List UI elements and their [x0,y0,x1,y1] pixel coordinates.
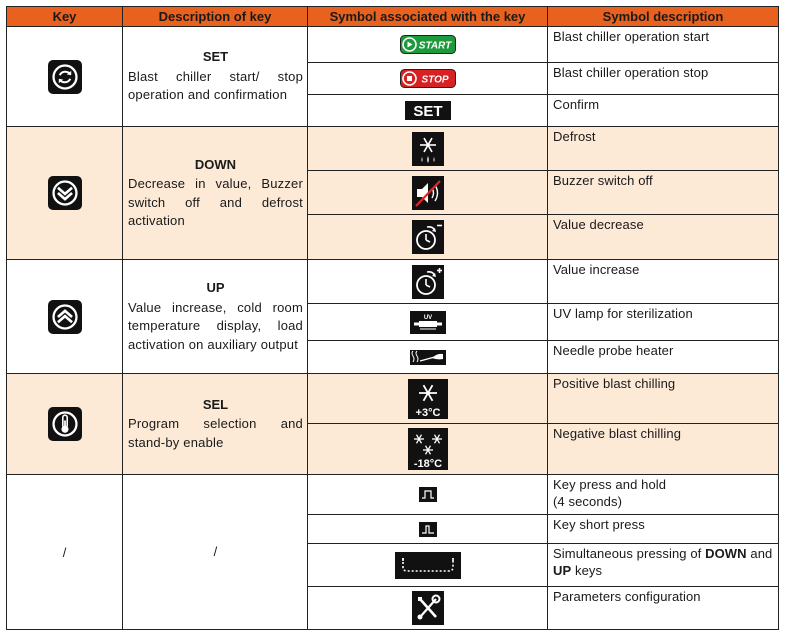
symbol-description [548,424,779,475]
symbol-description [548,63,779,95]
symbol-description [548,341,779,374]
key-title: DOWN [194,156,237,172]
symbol-cell [308,424,548,475]
wrench-screwdriver-icon [412,591,444,625]
symbol-description [548,215,779,260]
symbol-icon-text: STOP [420,74,449,86]
symbol-description-text: Key short press [553,517,645,532]
symbol-icon-text: START [418,40,451,52]
symbol-description-text: Simultaneous pressing of [553,546,706,561]
value-increase-icon [412,265,444,299]
symbol-description-text: Positive blast chilling [553,376,676,391]
value-decrease-icon [412,220,444,254]
uv-lamp-icon [410,311,446,334]
key-description-text: Program selection and stand-by enable [128,416,303,450]
symbol-description-text: Blast chiller operation start [553,29,710,44]
symbol-cell [308,215,548,260]
symbol-description [548,515,779,544]
key-cell [6,260,123,374]
long-press-icon [419,487,437,502]
symbol-description-text: Parameters configuration [553,589,701,604]
thermometer-icon [48,407,82,441]
symbol-description-text: Confirm [553,97,600,112]
needle-probe-heater-icon [410,350,446,365]
key-cell [6,475,123,630]
stop-button-icon [400,69,456,88]
symbol-cell [308,341,548,374]
symbol-cell [308,587,548,630]
symbol-cell [308,171,548,215]
start-button-icon [400,35,456,54]
key-description-text: Decrease in value, Buzzer switch off and defrost activation [128,176,303,228]
key-cell [6,27,123,127]
symbol-description-text: UV lamp for sterilization [553,306,693,321]
symbol-description-text: Negative blast chilling [553,426,682,441]
key-table [6,6,779,630]
chevron-up-icon [48,300,82,334]
symbol-icon-text: SET [412,103,443,120]
key-placeholder: / [62,544,67,560]
symbol-cell [308,475,548,515]
header-symbol-description: Symbol description [548,6,779,27]
symbol-description-text: Key press and hold [553,477,667,492]
symbol-description [548,587,779,630]
key-cell [6,127,123,260]
symbol-description [548,127,779,171]
key-description-text: / [213,543,218,559]
header-key: Key [6,6,123,27]
symbol-icon-text: UV [423,314,432,321]
symbol-description [548,27,779,63]
chevron-down-icon [48,176,82,210]
key-cell [6,374,123,475]
key-title: SET [202,49,229,65]
symbol-cell [308,515,548,544]
key-description [123,475,308,630]
symbol-description-text: Defrost [553,129,596,144]
symbol-cell [308,374,548,424]
symbol-cell [308,544,548,587]
symbol-description-text: Needle probe heater [553,343,674,358]
symbol-description-text: Value increase [553,262,640,277]
symbol-description-text: Buzzer switch off [553,173,653,188]
defrost-icon [412,132,444,166]
key-title: UP [206,280,225,295]
set-label-icon [405,101,451,120]
symbol-description-text: DOWN [705,546,747,561]
header-description: Description of key [123,6,308,27]
symbol-cell [308,304,548,341]
symbol-cell [308,27,548,63]
symbol-cell [308,260,548,304]
symbol-description-text: Blast chiller operation stop [553,65,709,80]
symbol-description-text: keys [571,563,603,578]
symbol-description [548,95,779,127]
positive-blast-chilling-icon [408,379,448,419]
symbol-description [548,544,779,587]
key-description [123,27,308,127]
refresh-icon [48,60,82,94]
key-title: SEL [202,396,229,412]
header-symbol: Symbol associated with the key [308,6,548,27]
key-description-text: Value increase, cold room temperature display, load activation on auxiliary output [128,299,303,352]
symbol-description [548,171,779,215]
symbol-description-text: Value decrease [553,217,644,232]
symbol-description-text: (4 seconds) [553,494,623,509]
symbol-description [548,260,779,304]
symbol-icon-text: -18°C [413,458,442,470]
symbol-description [548,304,779,341]
short-press-icon [419,522,437,537]
symbol-description-text: UP [553,563,572,578]
symbol-description-text: and [746,546,773,561]
key-description [123,374,308,475]
symbol-icon-text: +3°C [415,406,440,419]
key-description-text: Blast chiller start/ stop operation and confirmation [128,68,303,103]
simultaneous-press-icon [395,552,461,579]
symbol-cell [308,95,548,127]
symbol-description [548,374,779,424]
negative-blast-chilling-icon [408,428,448,470]
buzzer-off-icon [412,176,444,210]
symbol-cell [308,63,548,95]
key-description [123,260,308,374]
symbol-cell [308,127,548,171]
symbol-description [548,475,779,515]
key-description [123,127,308,260]
